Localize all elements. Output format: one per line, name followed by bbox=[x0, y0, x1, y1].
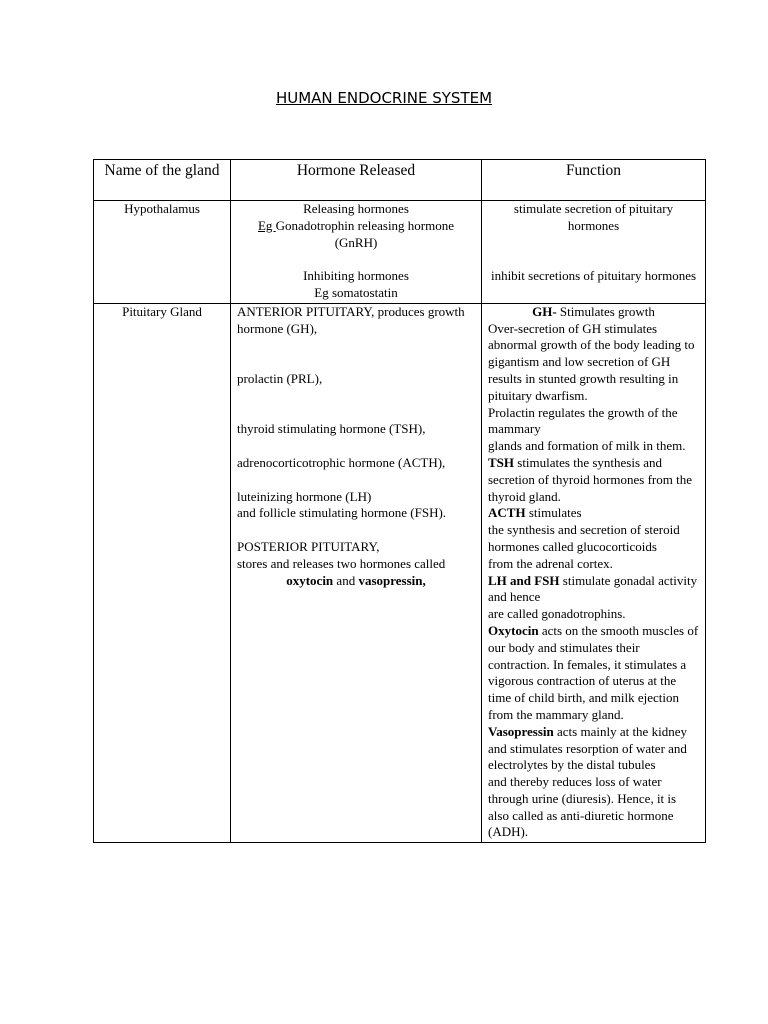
acth-label: ACTH bbox=[488, 505, 526, 521]
header-hormone: Hormone Released bbox=[231, 160, 482, 201]
gh-text: Stimulates growth bbox=[556, 303, 655, 319]
posterior-pituitary: POSTERIOR PITUITARY, bbox=[237, 538, 380, 554]
func-lh bbox=[488, 573, 699, 607]
acth-text: stimulates bbox=[525, 505, 582, 521]
vasopressin-func-label: Vasopressin bbox=[488, 723, 554, 739]
acth: adrenocorticotrophic hormone (ACTH), bbox=[237, 454, 446, 470]
hormones-pituitary bbox=[231, 303, 482, 843]
stores-releases: stores and releases two hormones called bbox=[237, 555, 446, 571]
inhibiting-hormones: Inhibiting hormones bbox=[303, 268, 409, 284]
gland-pituitary: Pituitary Gland bbox=[94, 303, 231, 843]
releasing-hormones: Releasing hormones bbox=[303, 201, 409, 216]
func-inhibit: inhibit secretions of pituitary hormones bbox=[490, 268, 697, 284]
vasopressin-text: acts mainly at the kidney and stimulates resorption of water and electrolytes by the distal tubules bbox=[488, 723, 687, 773]
oxytocin-text: acts on the smooth muscles of our body and stimulates their contraction. In females, it stimulates a vigorous contraction of uterus at the time of child birth, and milk ejection from the mammary gland. bbox=[488, 622, 699, 722]
func-vasopressin2: and thereby reduces loss of water through urine (diuresis). Hence, it is also called as anti-diuretic hormone (ADH). bbox=[488, 774, 677, 840]
and-text: and bbox=[333, 572, 359, 588]
tsh: thyroid stimulating hormone (TSH), bbox=[237, 421, 426, 437]
header-function: Function bbox=[482, 160, 706, 201]
eg-label: Eg bbox=[257, 217, 276, 233]
func-stimulate: stimulate secretion of pituitary hormones bbox=[513, 201, 674, 233]
endocrine-table bbox=[93, 159, 706, 843]
gnrh-line bbox=[237, 218, 475, 252]
func-prl1: Prolactin regulates the growth of the mammary bbox=[488, 404, 678, 437]
somatostatin: Eg somatostatin bbox=[314, 284, 398, 300]
function-pituitary bbox=[482, 303, 706, 843]
func-acth3: from the adrenal cortex. bbox=[488, 555, 613, 571]
hormones-hypothalamus bbox=[231, 201, 482, 304]
gnrh-text: Gonadotrophin releasing hormone (GnRH) bbox=[275, 217, 455, 250]
func-gh bbox=[488, 304, 699, 321]
tsh-text: stimulates the synthesis and secretion of thyroid hormones from the thyroid gland. bbox=[488, 454, 692, 504]
func-oxytocin bbox=[488, 623, 699, 724]
func-prl2: glands and formation of milk in them. bbox=[488, 438, 686, 454]
func-acth bbox=[488, 505, 699, 522]
oxytocin-label: oxytocin bbox=[286, 572, 334, 588]
tsh-label: TSH bbox=[488, 454, 515, 470]
gland-hypothalamus: Hypothalamus bbox=[94, 201, 231, 304]
table-row-pituitary bbox=[94, 303, 706, 843]
lh: luteinizing hormone (LH) bbox=[237, 488, 372, 504]
page-title: HUMAN ENDOCRINE SYSTEM bbox=[275, 89, 493, 107]
header-row bbox=[94, 160, 706, 201]
lh-text: stimulate gonadal activity and hence bbox=[488, 572, 698, 605]
gh-label: GH- bbox=[532, 303, 557, 319]
prolactin: prolactin (PRL), bbox=[237, 370, 323, 386]
func-tsh bbox=[488, 455, 699, 505]
func-gh-over: Over-secretion of GH stimulates abnormal growth of the body leading to gigantism and low secretion of GH results in stunted growth resulting in pituitary dwarfism. bbox=[488, 320, 695, 403]
fsh: and follicle stimulating hormone (FSH). bbox=[237, 505, 447, 521]
vasopressin-label: vasopressin, bbox=[358, 572, 426, 588]
func-acth2: the synthesis and secretion of steroid hormones called glucocorticoids bbox=[488, 522, 680, 554]
header-gland: Name of the gland bbox=[94, 160, 231, 201]
function-hypothalamus bbox=[482, 201, 706, 304]
func-vasopressin bbox=[488, 724, 699, 774]
anterior-pituitary: ANTERIOR PITUITARY, produces growth hormone (GH), bbox=[237, 303, 465, 336]
oxytocin-vasopressin bbox=[237, 573, 475, 590]
func-lh2: are called gonadotrophins. bbox=[488, 606, 626, 622]
table-row-hypothalamus bbox=[94, 201, 706, 304]
oxytocin-func-label: Oxytocin bbox=[488, 622, 539, 638]
lh-fsh-label: LH and FSH bbox=[488, 572, 560, 588]
